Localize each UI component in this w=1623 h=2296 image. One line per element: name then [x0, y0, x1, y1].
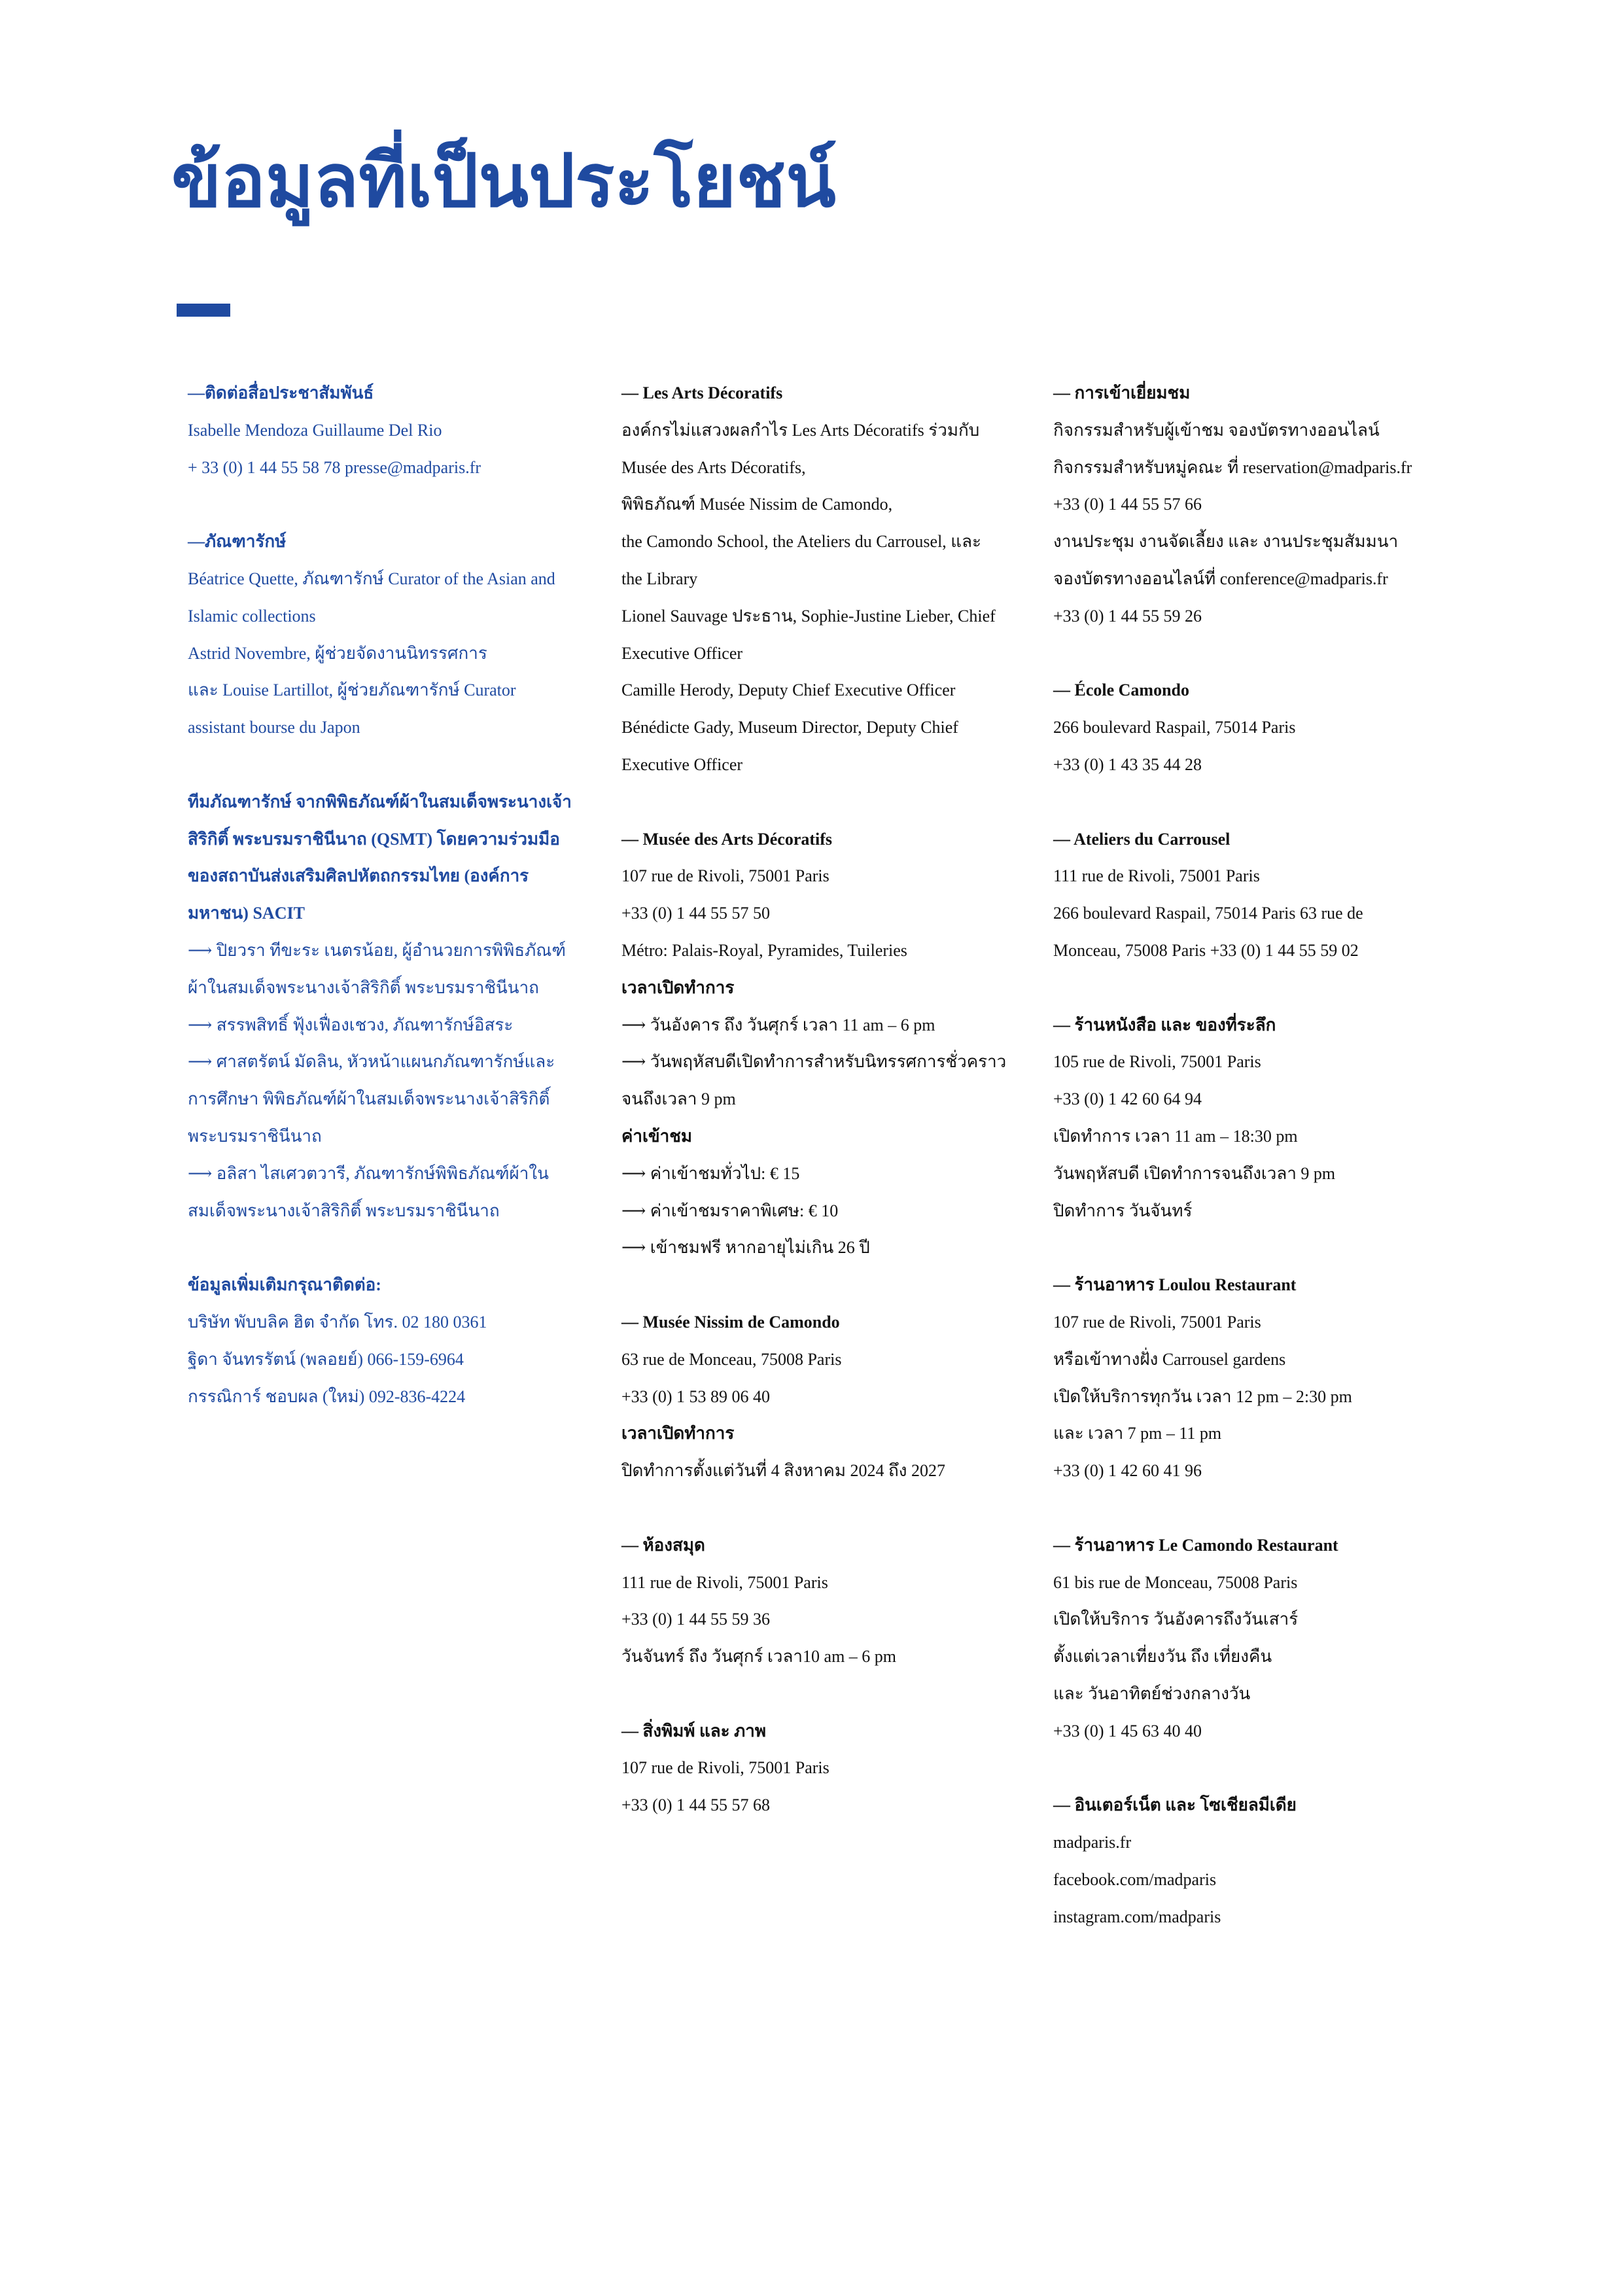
text-line: ⟶ เข้าชมฟรี หากอายุไม่เกิน 26 ปี [621, 1238, 870, 1258]
section-heading: — ร้านอาหาร Le Camondo Restaurant [1053, 1535, 1338, 1555]
text-line: เปิดให้บริการทุกวัน เวลา 12 pm – 2:30 pm [1053, 1386, 1352, 1406]
section-heading: — ร้านอาหาร Loulou Restaurant [1053, 1275, 1297, 1295]
text-line: กิจกรรมสำหรับหมู่คณะ ที่ reservation@madparis.fr [1053, 457, 1412, 477]
section-ateliers-du-carrousel [1053, 821, 1472, 970]
text-line: ⟶ วันพฤหัสบดีเปิดทำการสำหรับนิทรรศการชั่วคราว [621, 1052, 1007, 1072]
text-line: จนถึงเวลา 9 pm [621, 1089, 736, 1109]
text-line: ฐิดา จันทรรัตน์ (พลอยย์) 066-159-6964 [188, 1349, 464, 1369]
section-musee-nissim-de-camondo [621, 1304, 1034, 1490]
text-line: พิพิธภัณฑ์ Musée Nissim de Camondo, [621, 495, 893, 514]
section-heading: — Musée des Arts Décoratifs [621, 829, 833, 849]
text-line: และ เวลา 7 pm – 11 pm [1053, 1424, 1222, 1443]
text-line: 266 boulevard Raspail, 75014 Paris [1053, 718, 1296, 737]
section-curators [188, 523, 593, 747]
subheading: เวลาเปิดทำการ [621, 1424, 735, 1443]
text-line: Isabelle Mendoza Guillaume Del Rio [188, 420, 442, 440]
section-heading: — ร้านหนังสือ และ ของที่ระลึก [1053, 1015, 1276, 1034]
section-ecole-camondo [1053, 672, 1472, 783]
text-line: ⟶ วันอังคาร ถึง วันศุกร์ เวลา 11 am – 6 pm [621, 1015, 935, 1034]
section-heading: — สิ่งพิมพ์ และ ภาพ [621, 1721, 767, 1740]
section-heading: — École Camondo [1053, 680, 1189, 700]
section-loulou-restaurant [1053, 1267, 1472, 1490]
text-line: instagram.com/madparis [1053, 1907, 1221, 1926]
section-more-info [188, 1267, 593, 1415]
text-line: ปิดทำการ วันจันทร์ [1053, 1201, 1193, 1220]
text-line: 111 rue de Rivoli, 75001 Paris [1053, 866, 1260, 886]
text-line: ปิดทำการตั้งแต่วันที่ 4 สิงหาคม 2024 ถึง 2027 [621, 1461, 945, 1481]
text-line: ⟶ ค่าเข้าชมราคาพิเศษ: € 10 [621, 1201, 839, 1220]
text-line: ⟶ ค่าเข้าชมทั่วไป: € 15 [621, 1163, 800, 1183]
text-line: assistant bourse du Japon [188, 718, 360, 737]
text-line: วันพฤหัสบดี เปิดทำการจนถึงเวลา 9 pm [1053, 1163, 1336, 1183]
text-line: กรรณิการ์ ชอบผล (ใหม่) 092-836-4224 [188, 1386, 466, 1406]
section-musee-arts-decoratifs [621, 821, 1034, 1267]
text-line: สมเด็จพระนางเจ้าสิริกิติ์ พระบรมราชินีนาถ [188, 1201, 500, 1220]
page-title: ข้อมูลที่เป็นประโยชน์ [171, 138, 836, 224]
text-line: 105 rue de Rivoli, 75001 Paris [1053, 1052, 1261, 1072]
section-heading: ข้อมูลเพิ่มเติมกรุณาติดต่อ: [188, 1275, 381, 1295]
section-les-arts-decoratifs [621, 375, 1034, 784]
text-line: และ วันอาทิตย์ช่วงกลางวัน [1053, 1684, 1251, 1703]
text-line: +33 (0) 1 44 55 59 36 [621, 1610, 770, 1629]
text-line: the Library [621, 569, 698, 588]
section-heading-line: ทีมภัณฑารักษ์ จากพิพิธภัณฑ์ผ้าในสมเด็จพระนางเจ้า [188, 792, 572, 811]
text-line: +33 (0) 1 42 60 64 94 [1053, 1089, 1202, 1109]
text-line: จองบัตรทางออนไลน์ที่ conference@madparis.fr [1053, 569, 1388, 588]
text-line: การศึกษา พิพิธภัณฑ์ผ้าในสมเด็จพระนางเจ้าสิริกิติ์ [188, 1089, 550, 1109]
text-line: ตั้งแต่เวลาเที่ยงวัน ถึง เที่ยงคืน [1053, 1647, 1272, 1667]
text-line: 107 rue de Rivoli, 75001 Paris [621, 866, 829, 886]
text-line: เปิดทำการ เวลา 11 am – 18:30 pm [1053, 1126, 1298, 1146]
section-bookstore [1053, 1007, 1472, 1230]
section-heading: — อินเตอร์เน็ต และ โซเชียลมีเดีย [1053, 1795, 1297, 1815]
text-line: ผ้าในสมเด็จพระนางเจ้าสิริกิติ์ พระบรมราชินีนาถ [188, 978, 539, 997]
text-line: +33 (0) 1 42 60 41 96 [1053, 1461, 1202, 1481]
section-heading: — Ateliers du Carrousel [1053, 829, 1230, 849]
text-line: เปิดให้บริการ วันอังคารถึงวันเสาร์ [1053, 1610, 1299, 1629]
text-line: Bénédicte Gady, Museum Director, Deputy Chief [621, 718, 958, 737]
text-line: Béatrice Quette, ภัณฑารักษ์ Curator of the Asian and [188, 569, 555, 588]
title-accent-bar [177, 304, 230, 317]
section-heading-line: ของสถาบันส่งเสริมศิลปหัตถกรรมไทย (องค์การ [188, 866, 529, 886]
text-line: ⟶ ปิยวรา ทีขะระ เนตรน้อย, ผู้อำนวยการพิพิธภัณฑ์ [188, 940, 566, 960]
section-le-camondo-restaurant [1053, 1527, 1472, 1750]
section-library [621, 1527, 1034, 1676]
text-line: +33 (0) 1 45 63 40 40 [1053, 1721, 1202, 1740]
text-line: Métro: Palais-Royal, Pyramides, Tuileries [621, 940, 907, 960]
text-line: พระบรมราชินีนาถ [188, 1126, 322, 1146]
section-heading: —ติดต่อสื่อประชาสัมพันธ์ [188, 383, 374, 402]
section-heading: — ห้องสมุด [621, 1535, 705, 1555]
text-line: +33 (0) 1 43 35 44 28 [1053, 754, 1202, 774]
text-line: Lionel Sauvage ประธาน, Sophie-Justine Lieber, Chief [621, 606, 996, 626]
column-right [1053, 375, 1472, 1935]
column-middle [621, 375, 1034, 1824]
text-line: Astrid Novembre, ผู้ช่วยจัดงานนิทรรศการ [188, 643, 487, 663]
text-line: Musée des Arts Décoratifs, [621, 457, 806, 477]
text-line: 107 rue de Rivoli, 75001 Paris [621, 1758, 829, 1778]
text-line: +33 (0) 1 44 55 57 50 [621, 904, 770, 923]
section-prints-images [621, 1713, 1034, 1824]
text-line: 107 rue de Rivoli, 75001 Paris [1053, 1312, 1261, 1332]
text-line: 266 boulevard Raspail, 75014 Paris 63 rue de [1053, 904, 1363, 923]
text-line: ⟶ สรรพสิทธิ์ ฟุ้งเฟื่องเชวง, ภัณฑารักษ์อิสระ [188, 1015, 514, 1034]
text-line: Islamic collections [188, 606, 316, 626]
section-heading-line: สิริกิติ์ พระบรมราชินีนาถ (QSMT) โดยความร่วมมือ [188, 829, 560, 849]
section-heading: — Musée Nissim de Camondo [621, 1312, 840, 1332]
text-line: กิจกรรมสำหรับผู้เข้าชม จองบัตรทางออนไลน์ [1053, 420, 1380, 440]
text-line: ⟶ อลิสา ไสเศวตวารี, ภัณฑารักษ์พิพิธภัณฑ์ผ้าใน [188, 1163, 549, 1183]
text-line: +33 (0) 1 44 55 57 66 [1053, 495, 1202, 514]
text-line: 63 rue de Monceau, 75008 Paris [621, 1349, 842, 1369]
text-line: +33 (0) 1 44 55 57 68 [621, 1795, 770, 1815]
text-line: +33 (0) 1 53 89 06 40 [621, 1386, 770, 1406]
subheading: เวลาเปิดทำการ [621, 978, 735, 997]
text-line: 111 rue de Rivoli, 75001 Paris [621, 1572, 828, 1592]
text-line: Monceau, 75008 Paris +33 (0) 1 44 55 59 02 [1053, 940, 1359, 960]
column-left [188, 375, 593, 1415]
text-line: บริษัท พับบลิค ฮิต จำกัด โทร. 02 180 0361 [188, 1312, 487, 1332]
section-visits [1053, 375, 1472, 635]
section-heading-line: มหาชน) SACIT [188, 904, 305, 923]
text-line: งานประชุม งานจัดเลี้ยง และ งานประชุมสัมมนา [1053, 532, 1399, 552]
text-line: Camille Herody, Deputy Chief Executive Officer [621, 680, 956, 700]
text-line: Executive Officer [621, 754, 743, 774]
section-heading: —ภัณฑารักษ์ [188, 532, 287, 552]
text-line: ⟶ ศาสตรัตน์ มัดลิน, หัวหน้าแผนกภัณฑารักษ์และ [188, 1052, 555, 1072]
text-line: วันจันทร์ ถึง วันศุกร์ เวลา10 am – 6 pm [621, 1647, 897, 1667]
text-line: องค์กรไม่แสวงผลกำไร Les Arts Décoratifs ร่วมกับ [621, 420, 980, 440]
text-line: และ Louise Lartillot, ผู้ช่วยภัณฑารักษ์ Curator [188, 680, 516, 700]
text-line: +33 (0) 1 44 55 59 26 [1053, 606, 1202, 626]
text-line: หรือเข้าทางฝั่ง Carrousel gardens [1053, 1349, 1286, 1369]
text-line: the Camondo School, the Ateliers du Carrousel, และ [621, 532, 981, 552]
section-heading: — Les Arts Décoratifs [621, 383, 783, 402]
subheading: ค่าเข้าชม [621, 1126, 693, 1146]
section-internet-social [1053, 1787, 1472, 1935]
text-line: madparis.fr [1053, 1833, 1132, 1852]
section-press-contact [188, 375, 593, 486]
text-line: 61 bis rue de Monceau, 75008 Paris [1053, 1572, 1298, 1592]
section-qsmt-team [188, 784, 593, 1230]
section-heading: — การเข้าเยี่ยมชม [1053, 383, 1191, 402]
text-line: + 33 (0) 1 44 55 58 78 presse@madparis.fr [188, 457, 481, 477]
text-line: facebook.com/madparis [1053, 1869, 1217, 1889]
text-line: Executive Officer [621, 643, 743, 663]
